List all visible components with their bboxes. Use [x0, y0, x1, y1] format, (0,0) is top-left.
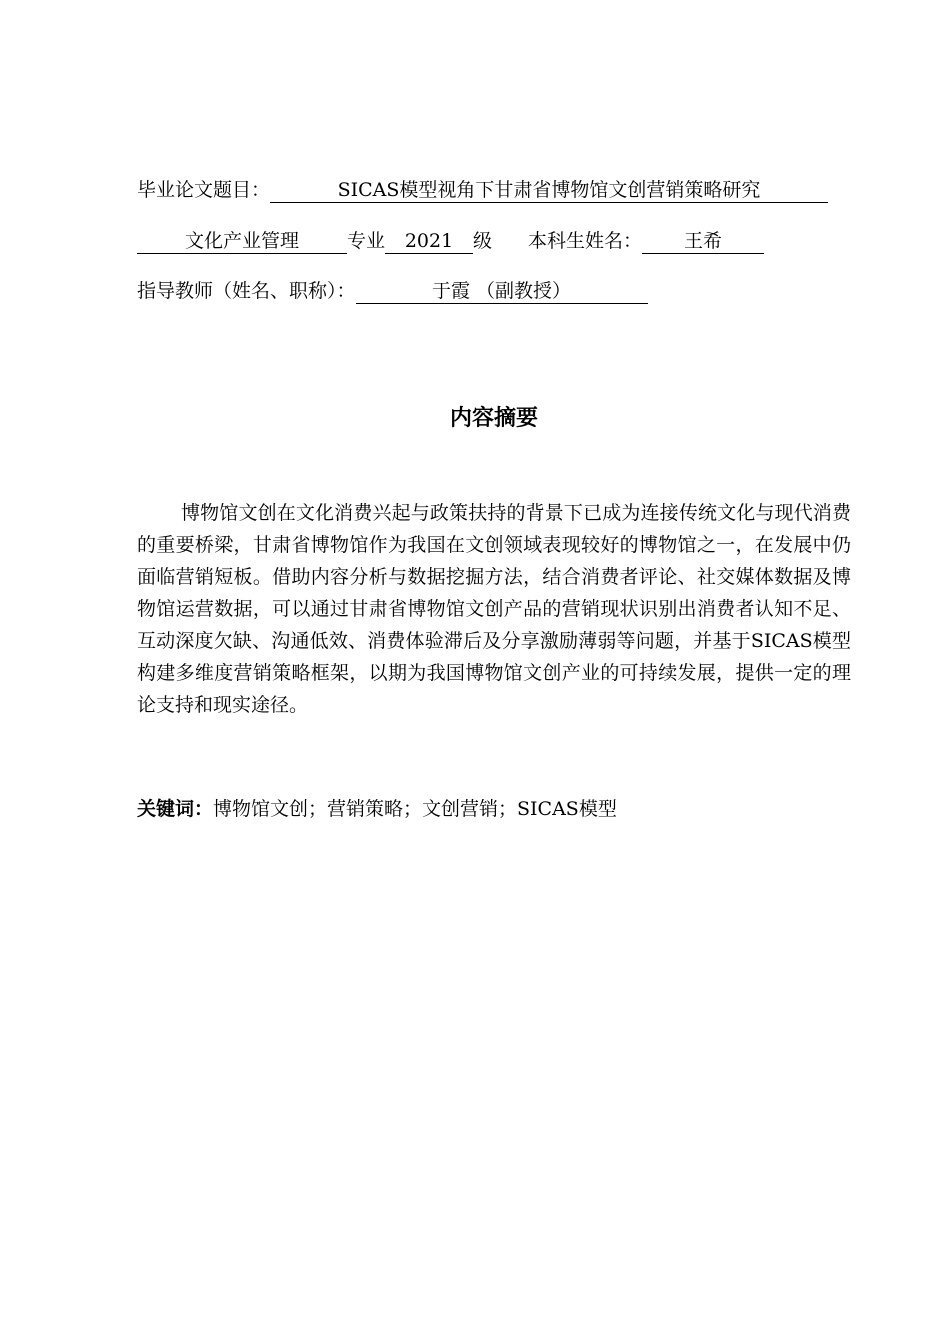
student-label: 本科生姓名：	[528, 230, 643, 252]
major-suffix: 专业	[347, 230, 386, 252]
keywords-line	[137, 796, 617, 822]
major-grade-student-line	[137, 228, 764, 254]
keywords-label: 关键词：	[137, 798, 214, 820]
abstract-body: 博物馆文创在文化消费兴起与政策扶持的背景下已成为连接传统文化与现代消费的重要桥梁，甘肃省博物馆作为我国在文创领域表现较好的博物馆之一，在发展中仍面临营销短板。借助内容分析与数据挖掘方法，结合消费者评论、社交媒体数据及博物馆运营数据，可以通过甘肃省博物馆文创产品的营销现状识别出消费者认知不足、互动深度欠缺、沟通低效、消费体验滞后及分享激励薄弱等问题，并基于SICAS模型构建多维度营销策略框架，以期为我国博物馆文创产业的可持续发展，提供一定的理论支持和现实途径。	[137, 502, 851, 716]
student-value: 王希	[642, 229, 764, 254]
advisor-label: 指导教师（姓名、职称）：	[137, 280, 356, 302]
grade-suffix: 级	[473, 230, 493, 252]
thesis-title-value: SICAS模型视角下甘肃省博物馆文创营销策略研究	[270, 178, 828, 203]
keywords-value: 博物馆文创；营销策略；文创营销；SICAS模型	[213, 798, 617, 820]
thesis-title-line	[137, 177, 828, 203]
abstract-heading: 内容摘要	[449, 406, 538, 431]
thesis-title-label: 毕业论文题目：	[137, 179, 271, 201]
major-value: 文化产业管理	[137, 229, 347, 254]
advisor-value: 于霞 （副教授）	[356, 279, 648, 304]
grade-value: 2021	[385, 229, 473, 254]
advisor-line	[137, 278, 648, 304]
